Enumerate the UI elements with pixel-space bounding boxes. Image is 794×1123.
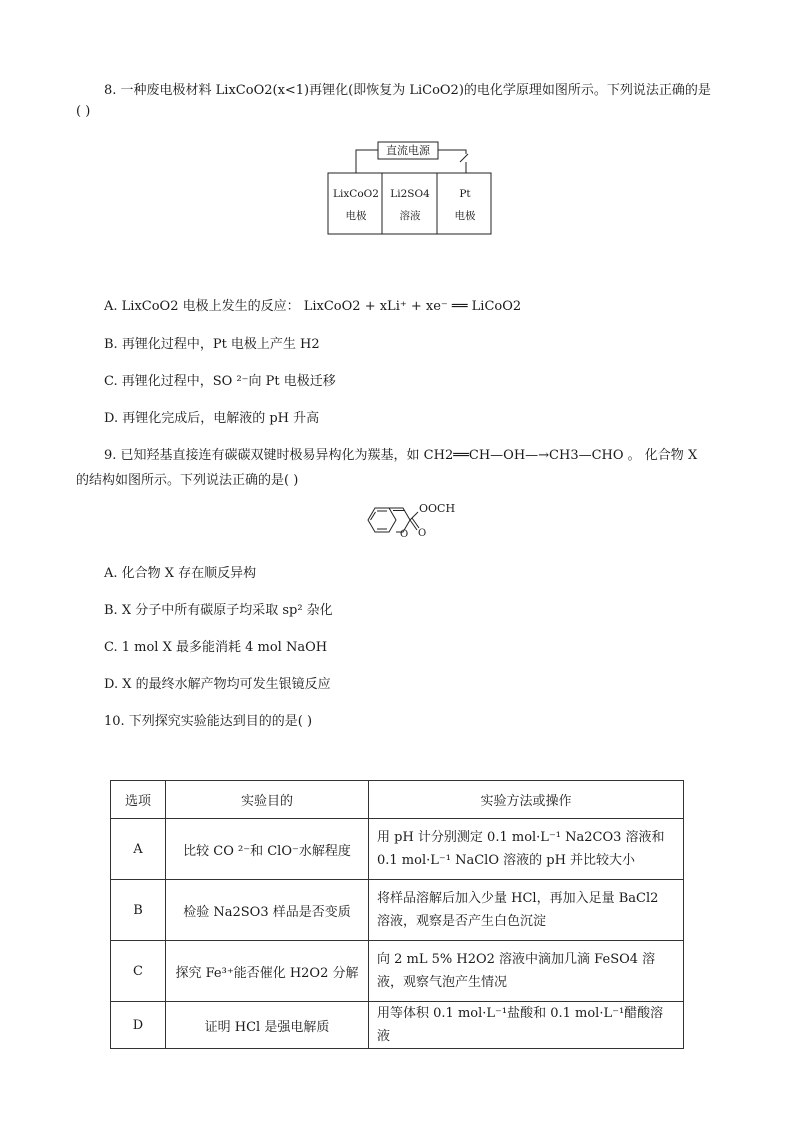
- q9-stem-line2: 的结构如图所示。下列说法正确的是( ): [76, 473, 299, 488]
- header-method: 实验方法或操作: [369, 781, 684, 819]
- q9-option-b: B. X 分子中所有碳原子均采取 sp² 杂化: [104, 603, 333, 618]
- q8-option-c: C. 再锂化过程中，SO ²⁻向 Pt 电极迁移: [104, 374, 336, 389]
- table-row: [111, 880, 684, 941]
- row-goal: 探究 Fe³⁺能否催化 H2O2 分解: [166, 941, 369, 1002]
- q8-option-b: B. 再锂化过程中，Pt 电极上产生 H2: [104, 337, 320, 352]
- ester-group-label: OOCH: [419, 502, 456, 515]
- row-option: D: [111, 1002, 166, 1049]
- header-goal: 实验目的: [166, 781, 369, 819]
- q9-option-a: A. 化合物 X 存在顺反异构: [104, 566, 257, 581]
- row-method: 用等体积 0.1 mol·L⁻¹盐酸和 0.1 mol·L⁻¹醋酸溶液: [369, 1002, 684, 1049]
- cell-mid-top: Li2SO4: [390, 188, 430, 200]
- row-goal: 检验 Na2SO3 样品是否变质: [166, 880, 369, 941]
- carbonyl-oxygen-label: O: [418, 528, 427, 539]
- q9-option-c: C. 1 mol X 最多能消耗 4 mol NaOH: [104, 640, 328, 655]
- row-option: B: [111, 880, 166, 941]
- q10-stem: 10. 下列探究实验能达到目的的是( ): [104, 714, 313, 729]
- cell-left-bottom: 电极: [345, 210, 367, 222]
- row-goal: 比较 CO ²⁻和 ClO⁻水解程度: [166, 819, 369, 880]
- q8-stem-line1: 8. 一种废电极材料 LixCoO2(x<1)再锂化(即恢复为 LiCoO2)的电化学原理如图所示。下列说法正确的是: [104, 83, 711, 98]
- q8-option-d: D. 再锂化完成后，电解液的 pH 升高: [104, 411, 320, 426]
- ring-oxygen-label: O: [400, 529, 409, 540]
- row-option: A: [111, 819, 166, 880]
- table-row: [111, 941, 684, 1002]
- table-header-row: [111, 781, 684, 819]
- row-method: 将样品溶解后加入少量 HCl，再加入足量 BaCl2 溶液，观察是否产生白色沉淀: [369, 880, 684, 941]
- row-option: C: [111, 941, 166, 1002]
- header-option: 选项: [111, 781, 166, 819]
- switch-icon: [460, 154, 468, 162]
- row-method: 用 pH 计分别测定 0.1 mol·L⁻¹ Na2CO3 溶液和 0.1 mol·L⁻¹ NaClO 溶液的 pH 并比较大小: [369, 819, 684, 880]
- power-supply-label: 直流电源: [386, 144, 430, 157]
- cell-right-bottom: 电极: [454, 210, 476, 222]
- table-row: [111, 819, 684, 880]
- row-goal: 证明 HCl 是强电解质: [166, 1002, 369, 1049]
- experiment-table: [110, 780, 684, 1049]
- q8-answer-bracket: ( ): [76, 104, 91, 119]
- table-row: [111, 1002, 684, 1049]
- cell-left-top: LixCoO2: [333, 188, 379, 200]
- row-method: 向 2 mL 5% H2O2 溶液中滴加几滴 FeSO4 溶液，观察气泡产生情况: [369, 941, 684, 1002]
- q8-option-a: A. LixCoO2 电极上发生的反应： LixCoO2 + xLi⁺ + xe⁻ ══ LiCoO2: [104, 299, 522, 314]
- compound-x-structure: [362, 498, 472, 546]
- cell-right-top: Pt: [459, 188, 471, 200]
- cell-mid-bottom: 溶液: [399, 210, 421, 222]
- q9-stem-line1: 9. 已知羟基直接连有碳碳双键时极易异构化为羰基，如 CH2══CH—OH—→CH3—CHO 。 化合物 X: [104, 448, 698, 463]
- q9-option-d: D. X 的最终水解产物均可发生银镜反应: [104, 677, 331, 692]
